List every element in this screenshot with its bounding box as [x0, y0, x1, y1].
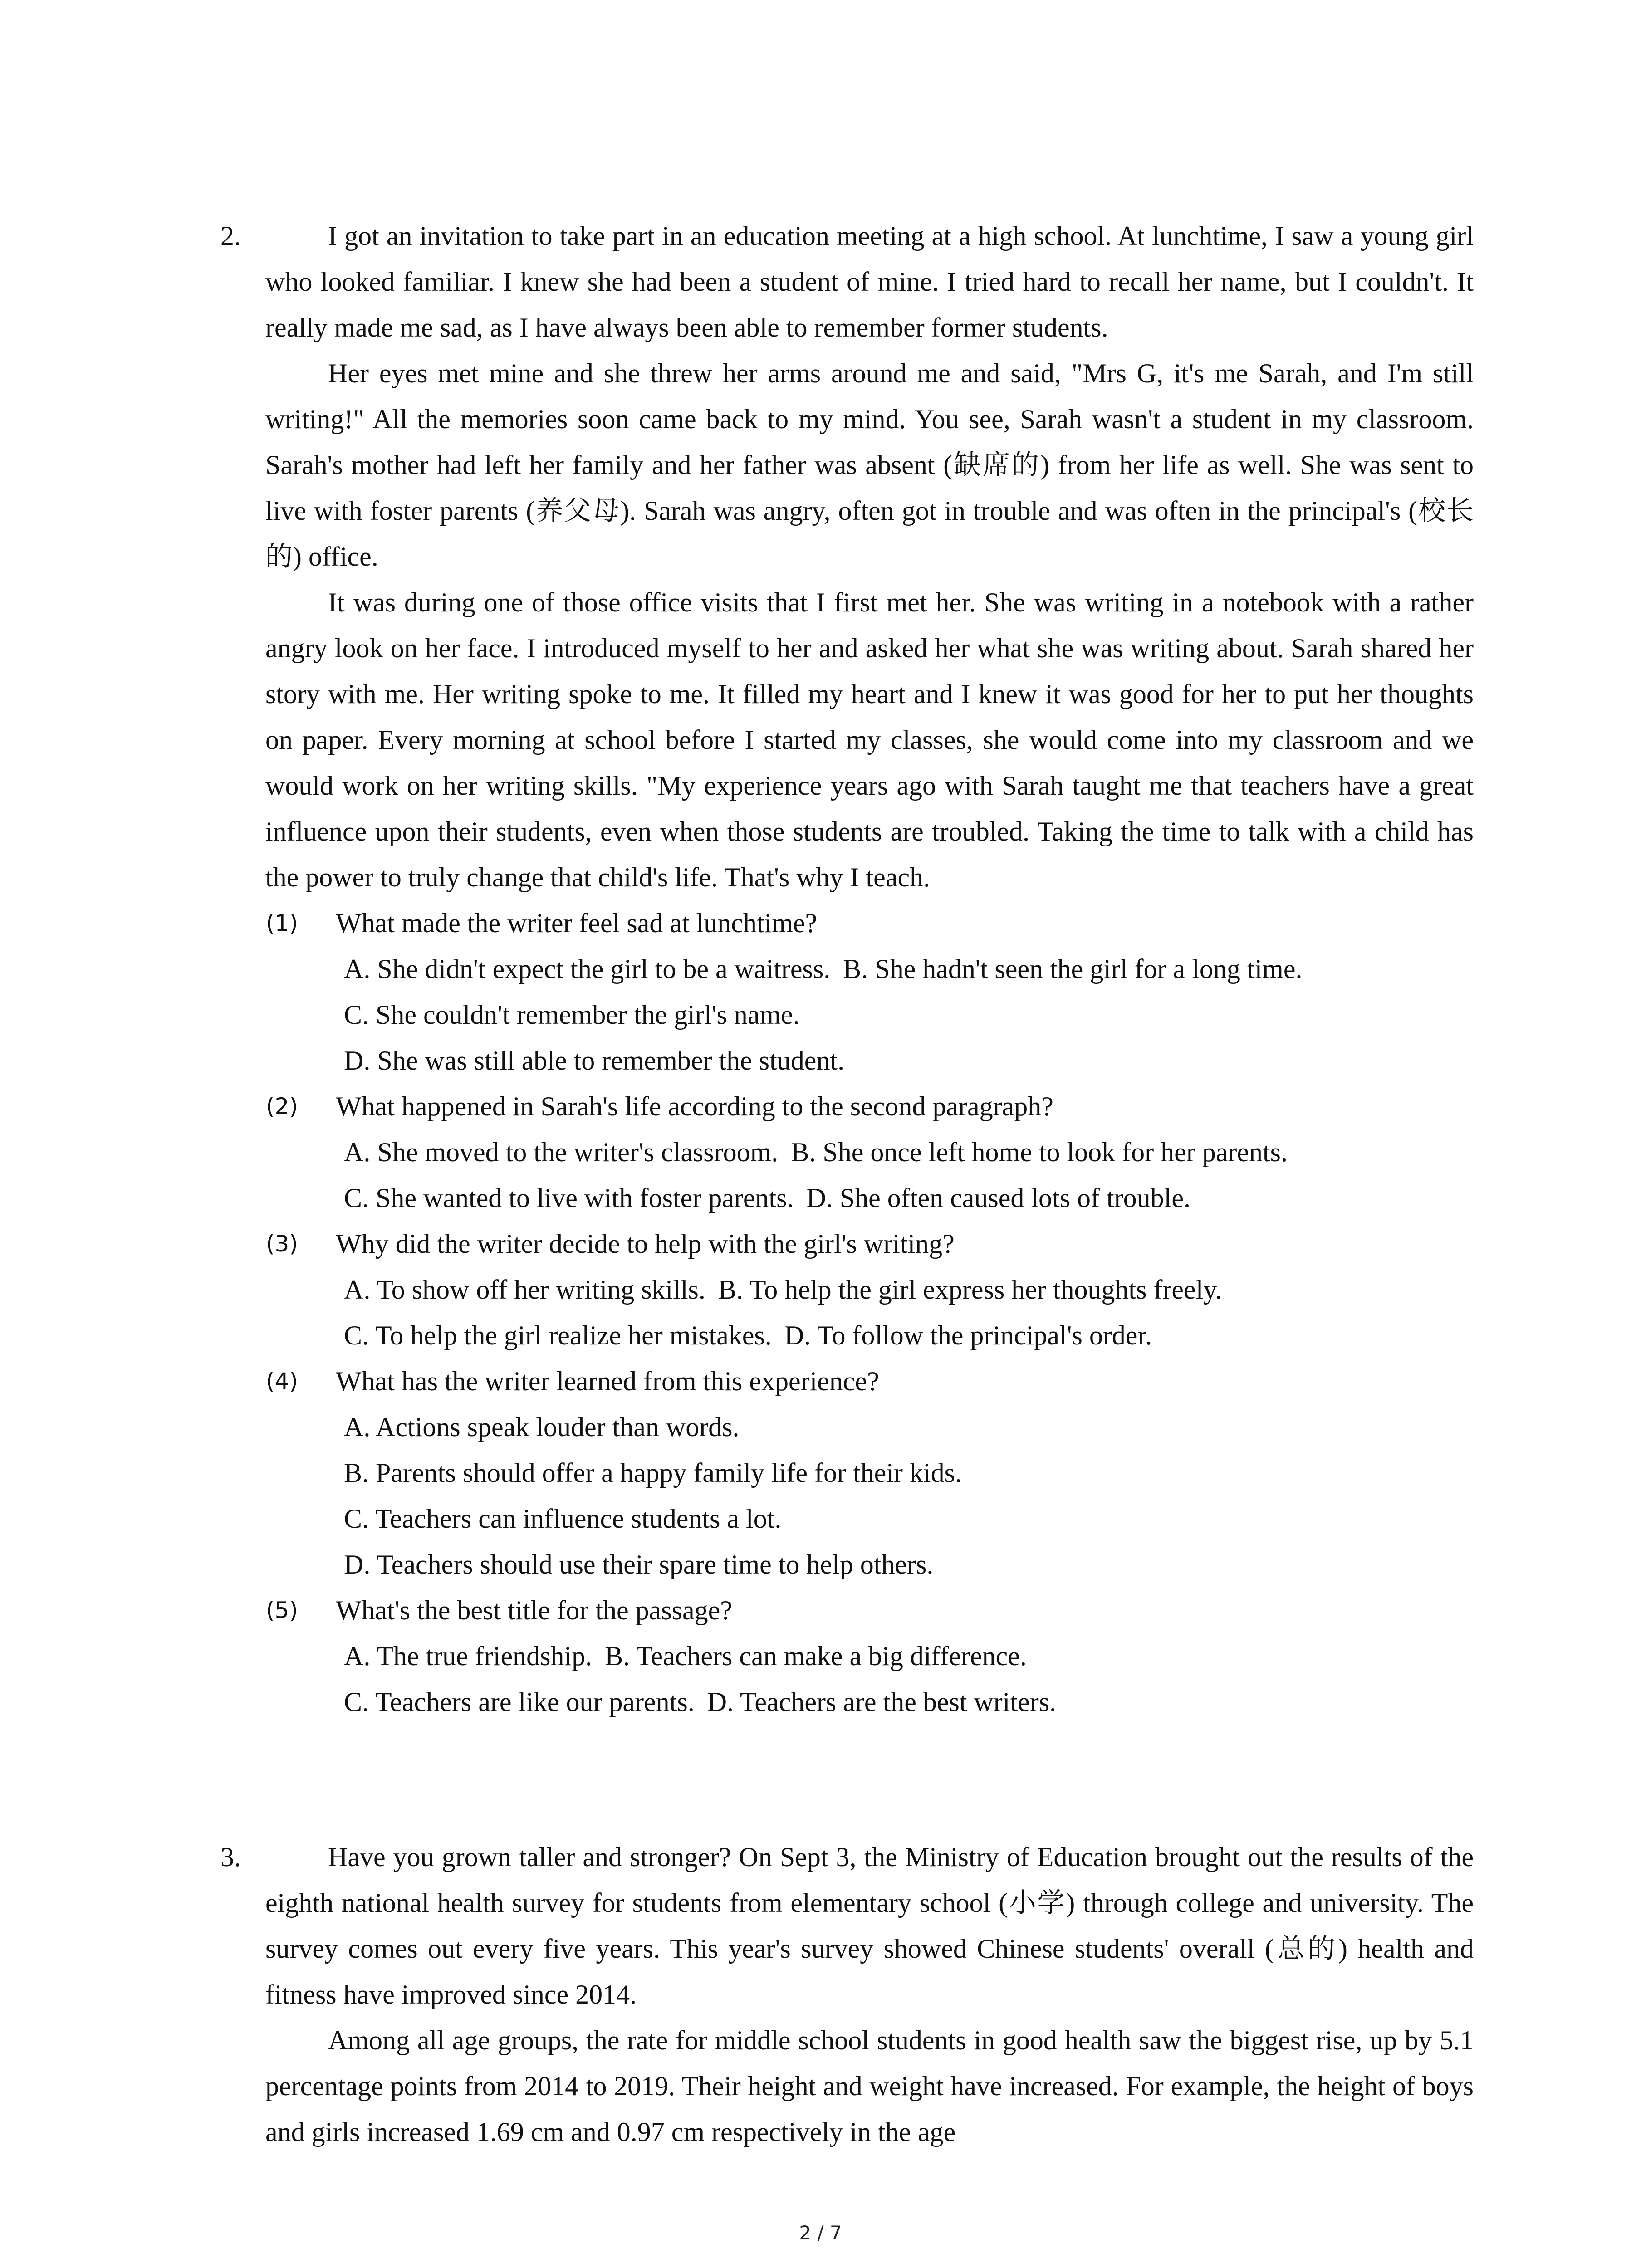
option-a[interactable]: A. The true friendship.: [344, 1641, 593, 1671]
option-b[interactable]: B. Parents should offer a happy family life for their kids.: [344, 1458, 962, 1488]
sub-question-number: (5): [266, 1597, 298, 1623]
option-c[interactable]: C. She couldn't remember the girl's name.: [344, 1000, 800, 1030]
option-line: [344, 1404, 1474, 1450]
option-d[interactable]: D. Teachers are the best writers.: [707, 1687, 1057, 1717]
option-line: [344, 1542, 1474, 1588]
option-d[interactable]: D. She was still able to remember the student.: [344, 1046, 845, 1075]
option-line: [344, 1175, 1474, 1221]
option-line: [344, 1633, 1474, 1679]
page-indicator: 2 / 7: [799, 2222, 842, 2244]
option-d[interactable]: D. To follow the principal's order.: [784, 1320, 1152, 1350]
option-line: [344, 946, 1474, 992]
option-line: [344, 1679, 1474, 1725]
sub-question-3: [221, 1221, 1474, 1267]
sub-question-number: (3): [266, 1231, 298, 1257]
option-a[interactable]: A. Actions speak louder than words.: [344, 1412, 740, 1442]
passage-paragraph-2: Among all age groups, the rate for middle school students in good health saw the biggest rise, up by 5.1 percentage points from 2014 to 2019. Their height and weight have increased. For example, the height of boys and girls increased 1.69 cm and 0.97 cm respectively in the age: [265, 2025, 1474, 2147]
option-c[interactable]: C. Teachers can influence students a lot.: [344, 1504, 782, 1534]
passage-paragraph-1: Have you grown taller and stronger? On Sept 3, the Ministry of Education brought out the results of the eighth national health survey for students from elementary school (小学) through college and university. The survey comes out every five years. This year's survey showed Chinese students' overall (总的) health and fitness have improved since 2014.: [265, 1842, 1474, 2009]
sub-question-number: (4): [266, 1368, 298, 1394]
option-line: [344, 1496, 1474, 1542]
option-a[interactable]: A. She didn't expect the girl to be a waitress.: [344, 954, 831, 984]
question-2: [221, 213, 1474, 1725]
option-b[interactable]: B. Teachers can make a big difference.: [605, 1641, 1027, 1671]
option-c[interactable]: C. Teachers are like our parents.: [344, 1687, 695, 1717]
question-3: [221, 1834, 1474, 2155]
option-c[interactable]: C. She wanted to live with foster parents.: [344, 1183, 794, 1213]
question-number: 2.: [220, 221, 241, 251]
sub-question-1: [221, 900, 1474, 946]
passage-paragraph-2: Her eyes met mine and she threw her arms around me and said, "Mrs G, it's me Sarah, and I'm still writing!" All the memories soon came back to my mind. You see, Sarah wasn't a student in my classroom. Sarah's mother had left her family and her father was absent (缺席的) from her life as well. She was sent to live with foster parents (养父母). Sarah was angry, often got in trouble and was often in the principal's (校长的) office.: [265, 358, 1474, 572]
option-b[interactable]: B. To help the girl express her thoughts freely.: [718, 1275, 1222, 1305]
sub-question-text: What happened in Sarah's life according to the second paragraph?: [336, 1091, 1053, 1121]
option-line: [344, 992, 1474, 1038]
option-line: [344, 1450, 1474, 1496]
question-number: 3.: [220, 1842, 241, 1872]
sub-question-text: What's the best title for the passage?: [336, 1595, 732, 1625]
sub-question-number: (2): [266, 1093, 298, 1119]
option-line: [344, 1267, 1474, 1313]
sub-question-text: Why did the writer decide to help with the girl's writing?: [336, 1229, 955, 1259]
option-line: [344, 1038, 1474, 1084]
option-c[interactable]: C. To help the girl realize her mistakes.: [344, 1320, 772, 1350]
option-d[interactable]: D. Teachers should use their spare time to help others.: [344, 1549, 934, 1579]
sub-question-text: What has the writer learned from this experience?: [336, 1366, 879, 1396]
sub-question-4: [221, 1359, 1474, 1404]
sub-question-5: [221, 1588, 1474, 1633]
sub-question-2: [221, 1084, 1474, 1129]
option-b[interactable]: B. She hadn't seen the girl for a long time.: [843, 954, 1303, 984]
option-line: [344, 1313, 1474, 1359]
option-line: [344, 1129, 1474, 1175]
option-a[interactable]: A. She moved to the writer's classroom.: [344, 1137, 779, 1167]
option-a[interactable]: A. To show off her writing skills.: [344, 1275, 705, 1305]
sub-question-text: What made the writer feel sad at lunchtime?: [336, 908, 818, 938]
passage-paragraph-1: I got an invitation to take part in an education meeting at a high school. At lunchtime, I saw a young girl who looked familiar. I knew she had been a student of mine. I tried hard to recall her name, but I couldn't. It really made me sad, as I have always been able to remember former students.: [265, 221, 1474, 342]
sub-question-number: (1): [266, 910, 298, 936]
passage-paragraph-3: It was during one of those office visits that I first met her. She was writing in a notebook with a rather angry look on her face. I introduced myself to her and asked her what she was writing about. Sarah shared her story with me. Her writing spoke to me. It filled my heart and I knew it was good for her to put her thoughts on paper. Every morning at school before I started my classes, she would come into my classroom and we would work on her writing skills. "My experience years ago with Sarah taught me that teachers have a great influence upon their students, even when those students are troubled. Taking the time to talk with a child has the power to truly change that child's life. That's why I teach.: [265, 587, 1474, 892]
option-d[interactable]: D. She often caused lots of trouble.: [806, 1183, 1190, 1213]
option-b[interactable]: B. She once left home to look for her parents.: [791, 1137, 1288, 1167]
